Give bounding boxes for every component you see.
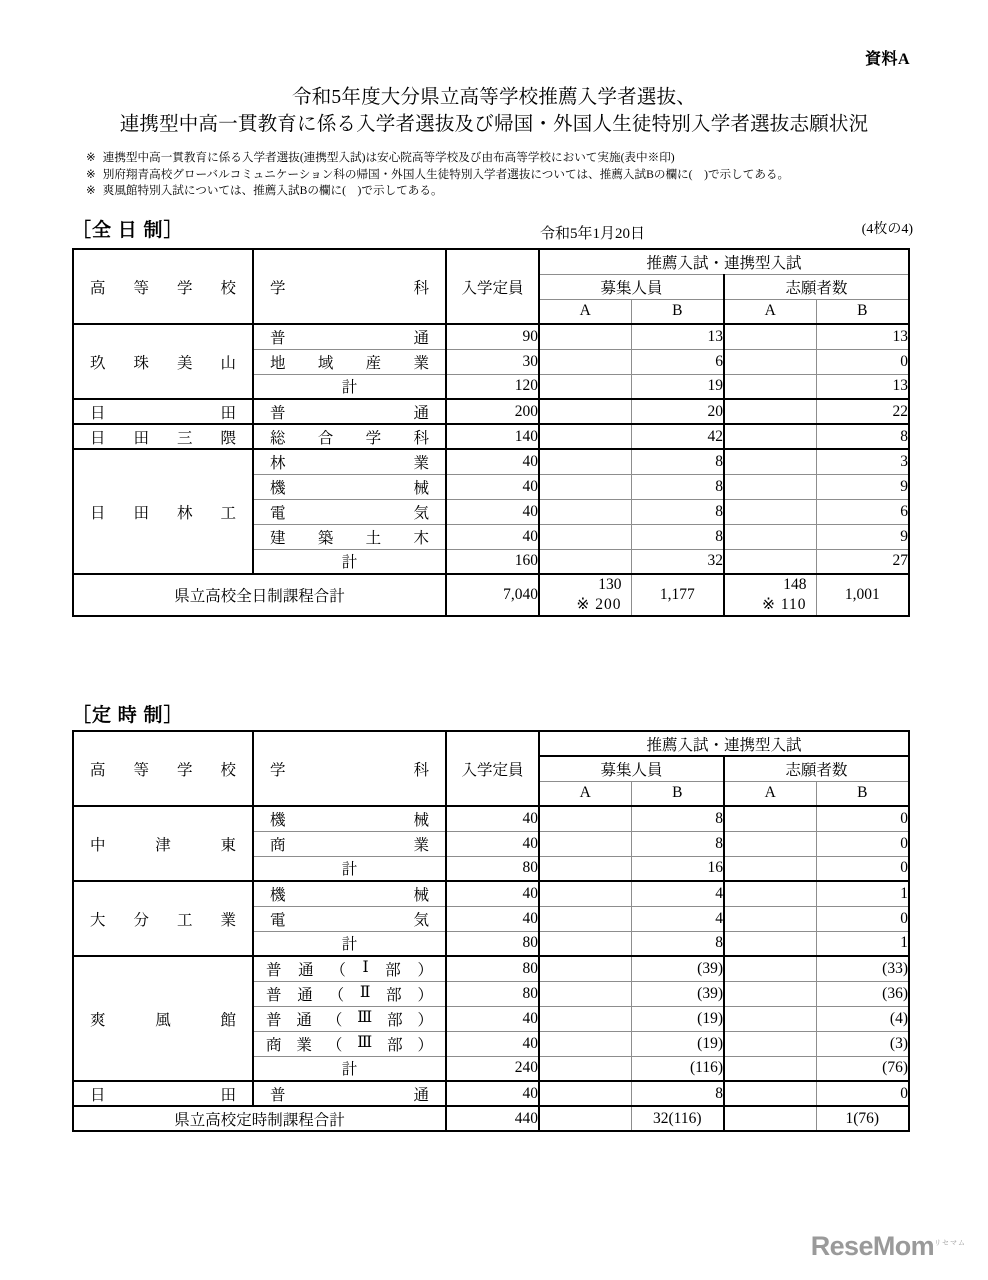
row-quota-a: [539, 956, 631, 981]
total-applicants-a-stack: [725, 575, 816, 615]
row-capacity: 40: [446, 1031, 539, 1056]
note-mark-icon: ※: [86, 151, 96, 164]
row-quota-b: 8: [631, 831, 724, 856]
header-applicants-a: A: [724, 781, 816, 806]
row-applicants-b: 13: [816, 324, 909, 349]
row-quota-a: [539, 831, 631, 856]
row-quota-a: [539, 324, 631, 349]
row-applicants-a: [724, 1081, 816, 1106]
row-quota-a: [539, 474, 631, 499]
row-school-label: 日 田 林 工: [90, 504, 236, 522]
watermark-subtext: リセマム: [934, 1240, 966, 1247]
row-capacity: 40: [446, 831, 539, 856]
row-school: [73, 449, 253, 574]
row-quota-b: (116): [631, 1056, 724, 1081]
table-row: [73, 449, 909, 474]
row-school: [73, 806, 253, 881]
header-department: [253, 731, 446, 806]
row-applicants-b: 9: [816, 524, 909, 549]
header-capacity: 入学定員: [446, 731, 539, 806]
row-department: [253, 474, 446, 499]
row-capacity: 40: [446, 881, 539, 906]
total-quota-a: [539, 1106, 631, 1131]
row-applicants-a: [724, 1031, 816, 1056]
row-applicants-b: 8: [816, 424, 909, 449]
row-quota-b: 32: [631, 549, 724, 574]
row-applicants-a: [724, 499, 816, 524]
row-applicants-a: [724, 449, 816, 474]
row-quota-b: 8: [631, 524, 724, 549]
header-applicants-b: B: [816, 299, 909, 324]
row-department-label: 機 械: [270, 479, 429, 497]
row-department-label: 商 業 （ Ⅲ 部 ）: [266, 1033, 433, 1054]
header-applicants-a: A: [724, 299, 816, 324]
header-school: [73, 249, 253, 324]
header-capacity: 入学定員: [446, 249, 539, 324]
row-quota-a: [539, 499, 631, 524]
row-quota-a: [539, 1006, 631, 1031]
row-applicants-b: 0: [816, 1081, 909, 1106]
full-time-table: [72, 248, 910, 617]
row-school-label: 中 津 東: [90, 836, 236, 854]
header-school-label: 高 等 学 校: [90, 761, 236, 779]
row-school: [73, 324, 253, 399]
row-capacity: 40: [446, 449, 539, 474]
row-department-label: 普 通 （ Ⅰ 部 ）: [266, 958, 433, 979]
row-capacity: 40: [446, 499, 539, 524]
table-row: [73, 1081, 909, 1106]
row-applicants-a: [724, 1056, 816, 1081]
title-line-1: 令和5年度大分県立高等学校推薦入学者選抜、: [292, 87, 696, 108]
total-label: 県立高校定時制課程合計: [73, 1106, 446, 1131]
row-applicants-a: [724, 831, 816, 856]
section-title-part-time: ［定 時 制］: [72, 705, 184, 726]
row-quota-b: 20: [631, 399, 724, 424]
note-item: [86, 167, 946, 184]
row-department: [253, 499, 446, 524]
table-total-row: [73, 574, 909, 616]
row-department: [253, 1081, 446, 1106]
row-quota-a: [539, 549, 631, 574]
row-applicants-a: [724, 856, 816, 881]
header-exam-group: 推薦入試・連携型入試: [539, 249, 909, 274]
total-quota-a-note: ※ 200: [576, 596, 622, 613]
section-title-full-time: ［全 日 制］: [72, 220, 184, 241]
total-quota-b: 1,177: [631, 574, 724, 616]
row-department: [253, 906, 446, 931]
watermark-text: ReseMom: [810, 1231, 935, 1261]
note-text: 別府翔青高校グローバルコミュニケーション科の帰国・外国人生徒特別入学者選抜については、推薦入試Bの欄に( )で示してある。: [102, 167, 790, 181]
row-applicants-b: 3: [816, 449, 909, 474]
header-quota-b: B: [631, 781, 724, 806]
row-applicants-b: (36): [816, 981, 909, 1006]
note-text: 爽風館特別入試については、推薦入試Bの欄に( )で示してある。: [102, 184, 443, 198]
total-capacity: 440: [446, 1106, 539, 1131]
total-quota-a-stack: [540, 575, 631, 615]
row-applicants-a: [724, 906, 816, 931]
total-applicants-a-main: 148: [783, 576, 807, 593]
row-department-label: 普 通: [270, 1086, 429, 1104]
table-row: [73, 324, 909, 349]
row-department-label: 普 通: [270, 404, 429, 422]
row-department: [253, 1031, 446, 1056]
row-department: [253, 524, 446, 549]
header-department-label: 学 科: [270, 761, 429, 779]
row-quota-a: [539, 1031, 631, 1056]
row-quota-b: 8: [631, 449, 724, 474]
row-capacity: 90: [446, 324, 539, 349]
header-quota-group: 募集人員: [539, 756, 724, 781]
row-department: [253, 806, 446, 831]
row-quota-b: (39): [631, 981, 724, 1006]
row-quota-b: (19): [631, 1006, 724, 1031]
table-row: [73, 881, 909, 906]
row-applicants-b: 0: [816, 806, 909, 831]
header-applicants-b: B: [816, 781, 909, 806]
row-capacity: 40: [446, 1081, 539, 1106]
row-applicants-b: (3): [816, 1031, 909, 1056]
row-department-label: 機 械: [270, 811, 429, 829]
row-applicants-b: 0: [816, 831, 909, 856]
row-department: [253, 399, 446, 424]
row-department: [253, 324, 446, 349]
row-applicants-a: [724, 956, 816, 981]
total-applicants-a: [724, 1106, 816, 1131]
total-quota-b: 32(116): [631, 1106, 724, 1131]
row-applicants-b: 22: [816, 399, 909, 424]
row-quota-b: (39): [631, 956, 724, 981]
row-capacity: 80: [446, 931, 539, 956]
row-capacity: 160: [446, 549, 539, 574]
row-department: [253, 424, 446, 449]
header-department-label: 学 科: [270, 279, 429, 297]
row-department: 計: [253, 549, 446, 574]
row-quota-b: 4: [631, 881, 724, 906]
note-item: [86, 150, 946, 167]
row-department: [253, 881, 446, 906]
resemom-watermark-logo: [811, 1231, 966, 1262]
note-mark-icon: ※: [86, 167, 96, 181]
survey-date: 令和5年1月20日: [540, 226, 646, 242]
row-quota-b: 8: [631, 1081, 724, 1106]
header-school: [73, 731, 253, 806]
row-capacity: 40: [446, 524, 539, 549]
row-applicants-a: [724, 374, 816, 399]
row-school: [73, 956, 253, 1081]
row-quota-a: [539, 806, 631, 831]
header-school-label: 高 等 学 校: [90, 279, 236, 297]
row-applicants-b: 9: [816, 474, 909, 499]
row-department-label: 普 通 （ Ⅱ 部 ）: [266, 983, 433, 1004]
row-school-label: 玖 珠 美 山: [90, 354, 236, 372]
row-school-label: 日 田 三 隈: [90, 429, 236, 447]
header-applicants-group: 志願者数: [724, 274, 909, 299]
row-department: [253, 449, 446, 474]
row-capacity: 200: [446, 399, 539, 424]
row-applicants-b: 0: [816, 856, 909, 881]
row-quota-a: [539, 449, 631, 474]
total-applicants-b: 1(76): [816, 1106, 909, 1131]
header-quota-a: A: [539, 299, 631, 324]
full-time-table-wrap: [72, 248, 910, 617]
row-school-label: 爽 風 館: [90, 1011, 236, 1029]
total-applicants-a: [724, 574, 816, 616]
total-applicants-b: 1,001: [816, 574, 909, 616]
row-applicants-a: [724, 399, 816, 424]
row-quota-a: [539, 374, 631, 399]
document-reference-label: 資料A: [864, 51, 910, 68]
table-total-row: [73, 1106, 909, 1131]
row-quota-a: [539, 881, 631, 906]
header-department: [253, 249, 446, 324]
row-school: [73, 1081, 253, 1106]
row-department: 計: [253, 856, 446, 881]
row-quota-b: 6: [631, 349, 724, 374]
row-quota-b: 8: [631, 931, 724, 956]
row-capacity: 80: [446, 856, 539, 881]
row-quota-b: 42: [631, 424, 724, 449]
row-applicants-b: 0: [816, 349, 909, 374]
total-applicants-a-note: ※ 110: [761, 596, 807, 613]
row-applicants-a: [724, 881, 816, 906]
total-quota-a-main: 130: [598, 576, 622, 593]
row-capacity: 240: [446, 1056, 539, 1081]
row-department: [253, 349, 446, 374]
row-capacity: 120: [446, 374, 539, 399]
row-capacity: 40: [446, 806, 539, 831]
row-capacity: 80: [446, 981, 539, 1006]
row-department-label: 普 通: [270, 329, 429, 347]
row-quota-a: [539, 349, 631, 374]
row-quota-a: [539, 399, 631, 424]
table-row: [73, 399, 909, 424]
row-school-label: 日 田: [90, 1086, 236, 1104]
row-quota-b: 8: [631, 499, 724, 524]
row-school-label: 大 分 工 業: [90, 911, 236, 929]
row-applicants-a: [724, 931, 816, 956]
row-capacity: 80: [446, 956, 539, 981]
title-line-2: 連携型中高一貫教育に係る入学者選抜及び帰国・外国人生徒特別入学者選抜志願状況: [119, 114, 869, 135]
total-capacity: 7,040: [446, 574, 539, 616]
row-school-label: 日 田: [90, 404, 236, 422]
row-quota-a: [539, 1081, 631, 1106]
row-department-label: 電 気: [270, 911, 429, 929]
header-quota-a: A: [539, 781, 631, 806]
row-capacity: 140: [446, 424, 539, 449]
part-time-table-wrap: [72, 730, 910, 1132]
row-applicants-b: 1: [816, 881, 909, 906]
row-applicants-a: [724, 524, 816, 549]
row-applicants-b: 27: [816, 549, 909, 574]
row-capacity: 40: [446, 474, 539, 499]
row-department: 計: [253, 374, 446, 399]
row-quota-b: 19: [631, 374, 724, 399]
note-text: 連携型中高一貫教育に係る入学者選抜(連携型入試)は安心院高等学校及び由布高等学校において実施(表中※印): [102, 151, 675, 164]
row-capacity: 40: [446, 906, 539, 931]
header-exam-group: 推薦入試・連携型入試: [539, 731, 909, 756]
row-quota-a: [539, 906, 631, 931]
row-department: 計: [253, 1056, 446, 1081]
row-quota-b: 8: [631, 806, 724, 831]
row-quota-a: [539, 931, 631, 956]
row-quota-a: [539, 856, 631, 881]
row-capacity: 30: [446, 349, 539, 374]
row-department-label: 林 業: [270, 454, 429, 472]
row-department-label: 電 気: [270, 504, 429, 522]
row-applicants-a: [724, 424, 816, 449]
row-department: [253, 981, 446, 1006]
table-row: [73, 424, 909, 449]
table-header-row: [73, 731, 909, 756]
row-applicants-b: 13: [816, 374, 909, 399]
header-quota-group: 募集人員: [539, 274, 724, 299]
row-department-label: 機 械: [270, 886, 429, 904]
row-applicants-a: [724, 549, 816, 574]
note-item: [86, 183, 946, 200]
row-department-label: 普 通 （ Ⅲ 部 ）: [266, 1008, 433, 1029]
note-mark-icon: ※: [86, 184, 96, 198]
row-department: 計: [253, 931, 446, 956]
row-applicants-b: 1: [816, 931, 909, 956]
document-title: [0, 84, 988, 138]
row-applicants-b: (4): [816, 1006, 909, 1031]
row-applicants-b: 6: [816, 499, 909, 524]
table-row: [73, 956, 909, 981]
row-department-label: 建 築 土 木: [270, 529, 429, 547]
row-quota-a: [539, 981, 631, 1006]
row-quota-b: (19): [631, 1031, 724, 1056]
row-quota-b: 8: [631, 474, 724, 499]
row-quota-a: [539, 424, 631, 449]
row-applicants-a: [724, 1006, 816, 1031]
row-applicants-a: [724, 981, 816, 1006]
row-department-label: 商 業: [270, 836, 429, 854]
row-school: [73, 399, 253, 424]
row-applicants-b: (76): [816, 1056, 909, 1081]
header-applicants-group: 志願者数: [724, 756, 909, 781]
row-quota-b: 13: [631, 324, 724, 349]
row-department: [253, 956, 446, 981]
row-department-label: 総 合 学 科: [270, 429, 429, 447]
row-quota-b: 16: [631, 856, 724, 881]
row-applicants-a: [724, 474, 816, 499]
row-school: [73, 881, 253, 956]
total-label: 県立高校全日制課程合計: [73, 574, 446, 616]
total-quota-a: [539, 574, 631, 616]
header-quota-b: B: [631, 299, 724, 324]
document-notes: [86, 150, 946, 200]
part-time-table: [72, 730, 910, 1132]
row-school: [73, 424, 253, 449]
row-applicants-a: [724, 324, 816, 349]
row-applicants-b: (33): [816, 956, 909, 981]
row-quota-a: [539, 524, 631, 549]
row-applicants-b: 0: [816, 906, 909, 931]
row-department: [253, 1006, 446, 1031]
row-quota-a: [539, 1056, 631, 1081]
sheet-number: (4枚の4): [861, 222, 913, 237]
table-header-row: [73, 249, 909, 274]
table-row: [73, 806, 909, 831]
row-applicants-a: [724, 806, 816, 831]
row-applicants-a: [724, 349, 816, 374]
row-quota-b: 4: [631, 906, 724, 931]
row-capacity: 40: [446, 1006, 539, 1031]
row-department: [253, 831, 446, 856]
row-department-label: 地 域 産 業: [270, 354, 429, 372]
